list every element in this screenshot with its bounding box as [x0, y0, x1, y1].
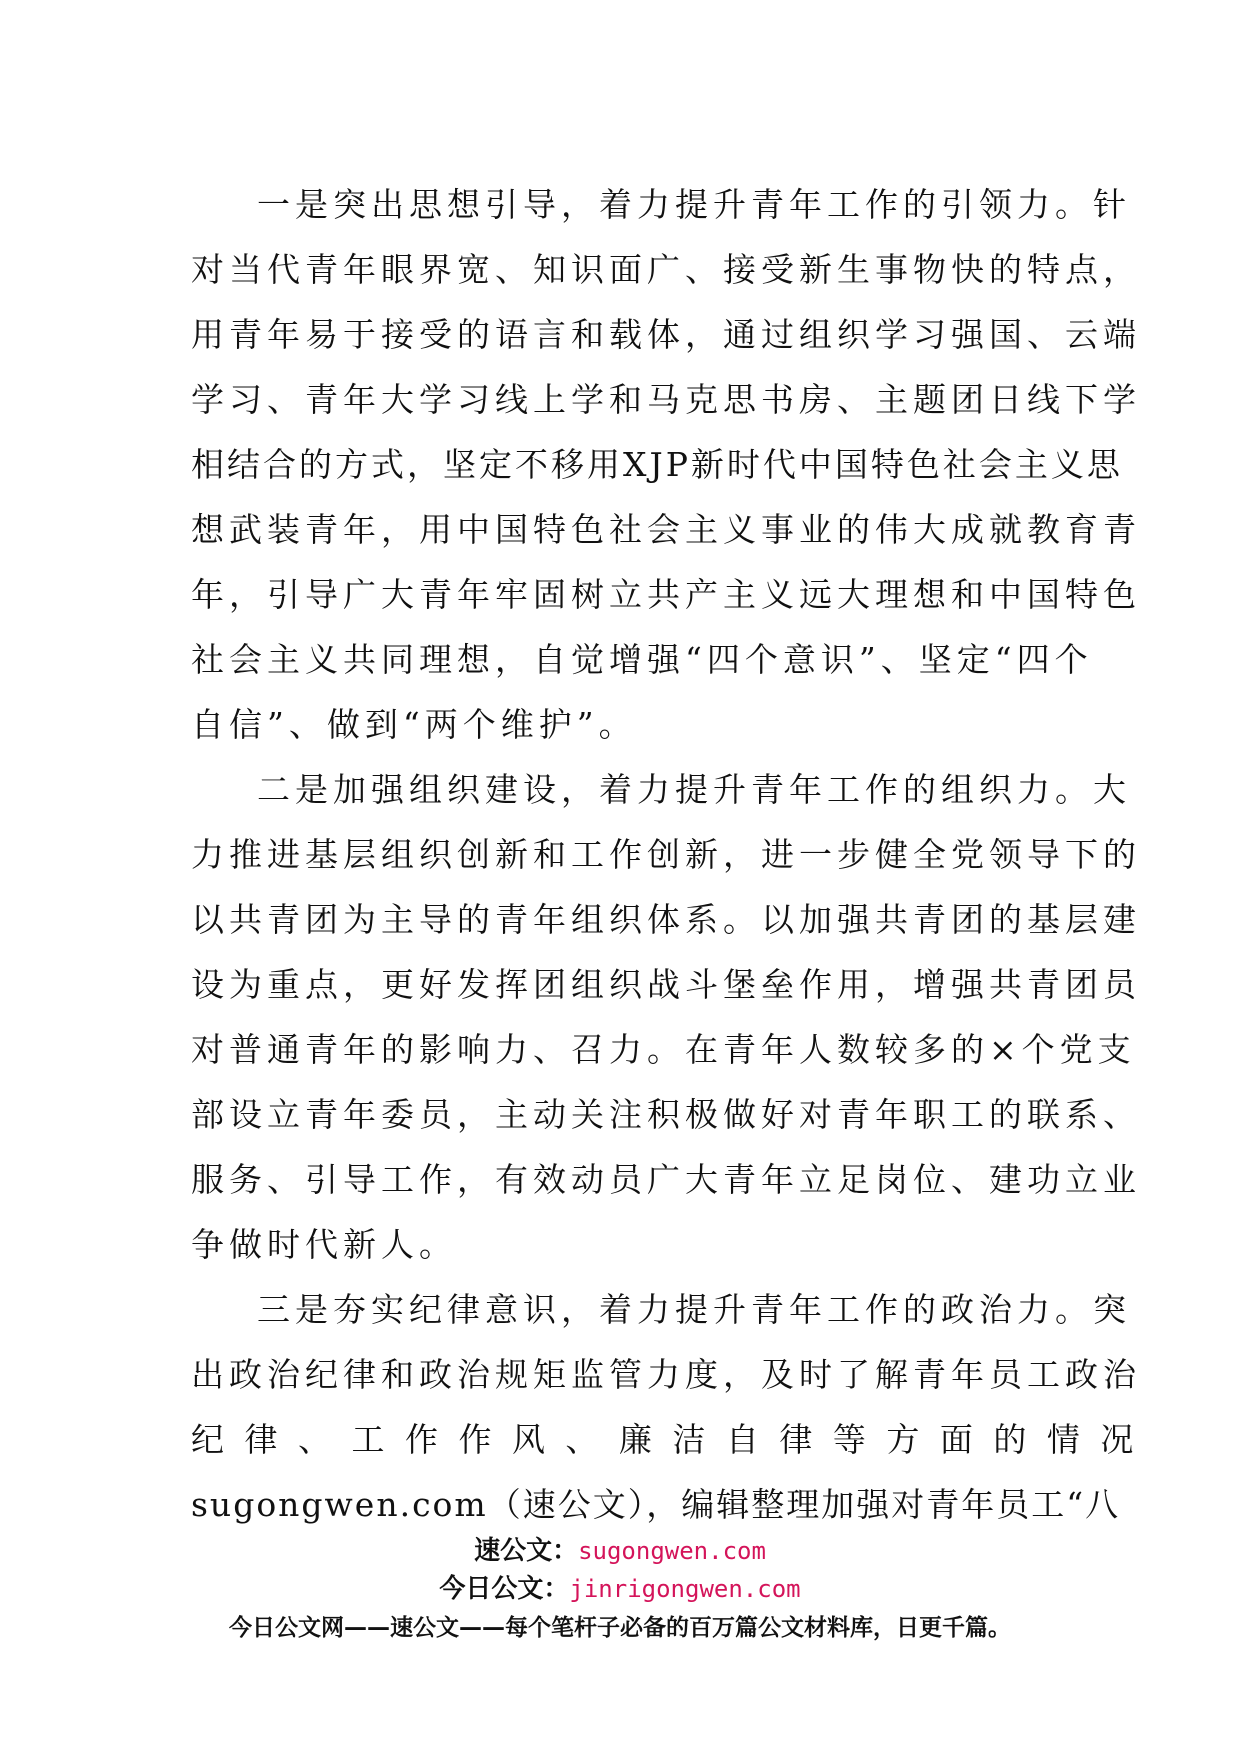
footer-jinrigongwen-link[interactable]: jinrigongwen.com — [569, 1575, 801, 1603]
footer-sugongwen-line — [0, 1532, 1240, 1570]
footer-sugongwen-link[interactable]: sugongwen.com — [578, 1537, 766, 1565]
text-line: 设为重点，更好发挥团组织战斗堡垒作用，增强共青团员 — [191, 965, 1141, 1004]
paragraph-1 — [191, 172, 1141, 757]
text-line: 二是加强组织建设，着力提升青年工作的组织力。大 — [257, 770, 1131, 809]
paragraph-2 — [191, 757, 1141, 1277]
text-line: 三是夯实纪律意识，着力提升青年工作的政治力。突 — [257, 1290, 1131, 1329]
text-line: 一是突出思想引导，着力提升青年工作的引领力。针 — [257, 185, 1131, 224]
text-line: 对普通青年的影响力、召力。在青年人数较多的×个党支 — [191, 1030, 1136, 1069]
text-line: 以共青团为主导的青年组织体系。以加强共青团的基层建 — [191, 900, 1141, 939]
text-line: 出政治纪律和政治规矩监管力度，及时了解青年员工政治 — [191, 1355, 1141, 1394]
footer-sugongwen-label: 速公文： — [474, 1536, 579, 1566]
text-line: 部设立青年委员，主动关注积极做好对青年职工的联系、 — [191, 1095, 1141, 1134]
paragraph-3 — [191, 1277, 1141, 1537]
text-line: 力推进基层组织创新和工作创新，进一步健全党领导下的 — [191, 835, 1141, 874]
text-line: 纪 律 、 工 作 作 风 、 廉 洁 自 律 等 方 面 的 情 况 — [191, 1420, 1139, 1459]
text-line: 想武装青年，用中国特色社会主义事业的伟大成就教育青 — [191, 510, 1141, 549]
text-line: 对当代青年眼界宽、知识面广、接受新生事物快的特点， — [191, 250, 1141, 289]
text-line: 相结合的方式，坚定不移用XJP新时代中国特色社会主义思 — [191, 445, 1123, 484]
text-line: 用青年易于接受的语言和载体，通过组织学习强国、云端 — [191, 315, 1141, 354]
footer-jinrigongwen-label: 今日公文： — [439, 1574, 570, 1604]
body-text — [191, 172, 1141, 1537]
text-line: 自信”、做到“两个维护”。 — [191, 705, 637, 744]
footer-jinrigongwen-line — [0, 1570, 1240, 1608]
text-line: sugongwen.com（速公文），编辑整理加强对青年员工“八 — [191, 1485, 1121, 1524]
text-line: 学习、青年大学习线上学和马克思书房、主题团日线下学 — [191, 380, 1141, 419]
text-line: 年，引导广大青年牢固树立共产主义远大理想和中国特色 — [191, 575, 1141, 614]
text-line: 争做时代新人。 — [191, 1225, 457, 1264]
footer — [0, 1532, 1240, 1646]
footer-slogan: 今日公文网——速公文——每个笔杆子必备的百万篇公文材料库，日更千篇。 — [229, 1615, 1011, 1641]
text-line: 服务、引导工作，有效动员广大青年立足岗位、建功立业 — [191, 1160, 1141, 1199]
text-line: 社会主义共同理想，自觉增强“四个意识”、坚定“四个 — [191, 640, 1093, 679]
